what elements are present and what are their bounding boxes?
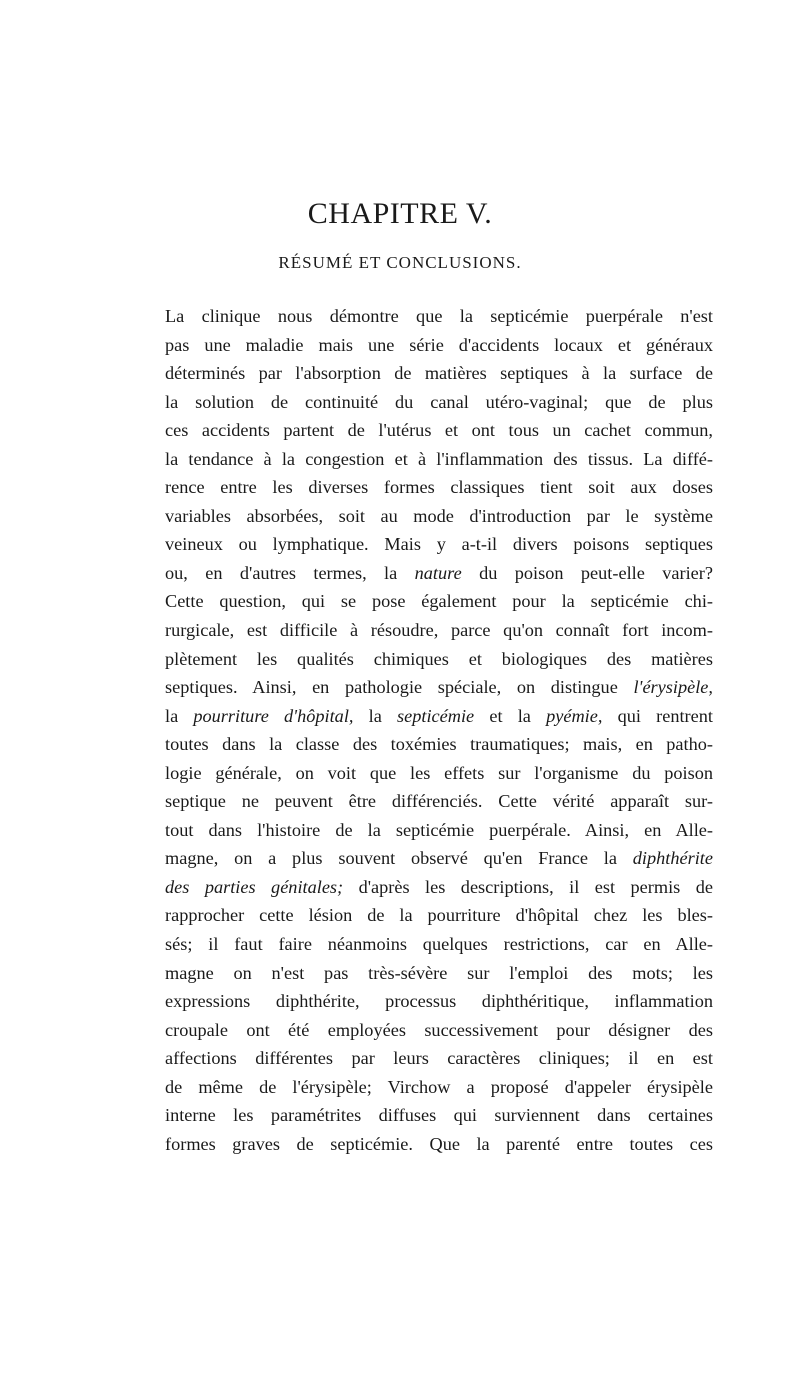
text-line: Cette question, qui se pose également pour la septicémie chi- [165, 591, 713, 612]
text-line: de même de l'érysipèle; Virchow a proposé d'appeler érysipèle [165, 1076, 713, 1097]
section-title: RÉSUMÉ ET CONCLUSIONS. [278, 253, 522, 272]
text-line: logie générale, on voit que les effets sur l'organisme du poison [165, 762, 713, 783]
text-line: magne, on a plus souvent observé qu'en France la diphthérite [165, 848, 713, 869]
text-line: septique ne peuvent être différenciés. Cette vérité apparaît sur- [165, 791, 713, 812]
chapter-title: CHAPITRE V. [307, 197, 493, 230]
text-line: variables absorbées, soit au mode d'introduction par le système [165, 505, 713, 526]
text-line: la pourriture d'hôpital, la septicémie et la pyémie, qui rentrent [165, 705, 713, 726]
text-line: septiques. Ainsi, en pathologie spéciale, on distingue l'érysipèle, [165, 677, 713, 698]
text-line: rence entre les diverses formes classiques tient soit aux doses [165, 477, 713, 498]
text-line: veineux ou lymphatique. Mais y a-t-il divers poisons septiques [165, 534, 713, 555]
text-line: magne on n'est pas très-sévère sur l'emploi des mots; les [165, 962, 713, 983]
text-line: croupale ont été employées successivement pour désigner des [165, 1019, 713, 1040]
text-line: ces accidents partent de l'utérus et ont tous un cachet commun, [165, 420, 713, 441]
text-line: expressions diphthérite, processus diphthéritique, inflammation [165, 991, 713, 1012]
text-line: La clinique nous démontre que la septicémie puerpérale n'est [165, 306, 713, 326]
text-line: la tendance à la congestion et à l'inflammation des tissus. La diffé- [165, 448, 713, 469]
text-line: ou, en d'autres termes, la nature du poison peut-elle varier? [165, 562, 713, 583]
text-line: affections différentes par leurs caractères cliniques; il en est [165, 1048, 713, 1069]
text-line: déterminés par l'absorption de matières septiques à la surface de [165, 363, 713, 384]
text-line: rurgicale, est difficile à résoudre, parce qu'on connaît fort incom- [165, 620, 713, 641]
text-line: interne les paramétrites diffuses qui surviennent dans certaines [165, 1105, 713, 1126]
text-line: sés; il faut faire néanmoins quelques restrictions, car en Alle- [165, 934, 713, 955]
text-line: rapprocher cette lésion de la pourriture d'hôpital chez les bles- [165, 905, 713, 926]
text-line: la solution de continuité du canal utéro-vaginal; que de plus [165, 391, 713, 412]
text-line: plètement les qualités chimiques et biologiques des matières [165, 648, 713, 669]
text-line: toutes dans la classe des toxémies traumatiques; mais, en patho- [165, 734, 713, 755]
text-line: des parties génitales; d'après les descriptions, il est permis de [165, 876, 713, 897]
text-line: tout dans l'histoire de la septicémie puerpérale. Ainsi, en Alle- [165, 819, 713, 840]
text-line: formes graves de septicémie. Que la parenté entre toutes ces [165, 1133, 713, 1154]
text-line: pas une maladie mais une série d'accidents locaux et généraux [165, 334, 713, 355]
body-paragraph [165, 302, 713, 1158]
